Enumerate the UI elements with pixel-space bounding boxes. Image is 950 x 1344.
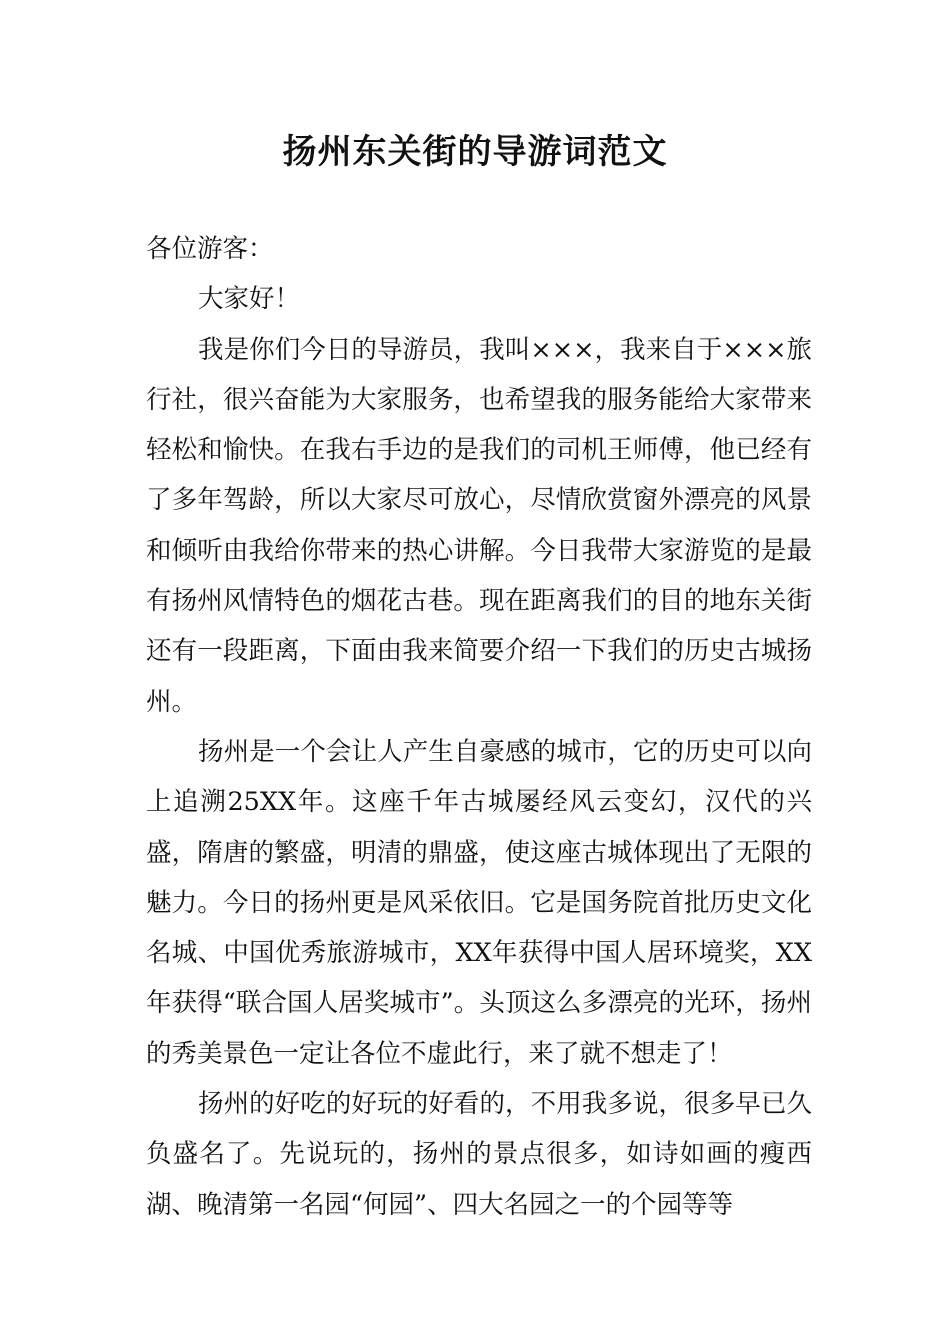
attractions-paragraph: 扬州的好吃的好玩的好看的，不用我多说，很多早已久负盛名了。先说玩的，扬州的景点很多，如诗如画的瘦西湖、晚清第一名园“何园”、四大名园之一的个园等等 [146,1089,812,1220]
history-paragraph: 扬州是一个会让人产生自豪感的城市，它的历史可以向上追溯25XX年。这座千年古城屡经风云变幻，汉代的兴盛，隋唐的繁盛，明清的鼎盛，使这座古城体现出了无限的魅力。今日的扬州更是风采依旧。它是国务院首批历史文化名城、中国优秀旅游城市，XX年获得中国人居环境奖，XX年获得“联合国人居奖城市”。头顶这么多漂亮的光环，扬州的秀美景色一定让各位不虚此行，来了就不想走了！ [146,736,812,1069]
document-body [146,224,812,1230]
greeting-paragraph: 大家好！ [198,284,301,315]
document-title: 扬州东关街的导游词范文 [282,132,668,172]
intro-paragraph: 我是你们今日的导游员，我叫×××，我来自于×××旅行社，很兴奋能为大家服务，也希望我的服务能给大家带来轻松和愉快。在我右手边的是我们的司机王师傅，他已经有了多年驾龄，所以大家尽可放心，尽情欣赏窗外漂亮的风景和倾听由我给你带来的热心讲解。今日我带大家游览的是最有扬州风情特色的烟花古巷。现在距离我们的目的地东关街还有一段距离，下面由我来简要介绍一下我们的历史古城扬州。 [146,334,812,717]
salutation-paragraph: 各位游客： [146,234,274,264]
